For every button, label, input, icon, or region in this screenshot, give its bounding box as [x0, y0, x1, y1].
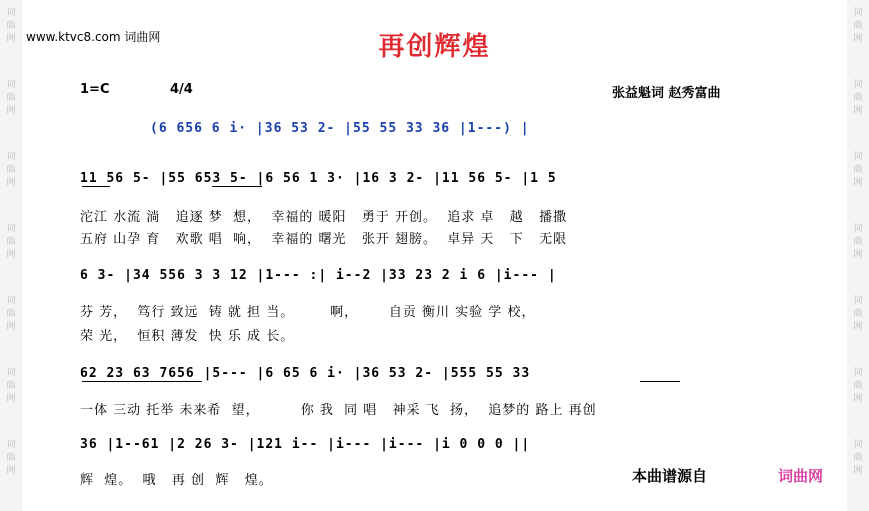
- key-signature: 1=C: [80, 82, 110, 97]
- song-title: 再创辉煌: [378, 32, 491, 62]
- watermark-glyph: 曲: [6, 381, 16, 391]
- watermark-glyph: 词: [6, 8, 16, 18]
- watermark-glyph: 词: [6, 368, 16, 378]
- watermark-glyph: 网: [853, 394, 863, 404]
- notation-line-1: 11 56 5- |55 653 5- |6 56 1 3· |16 3 2- |11 56 5- |1 5: [80, 171, 557, 186]
- watermark-glyph: 词: [853, 296, 863, 306]
- watermark-glyph: 网: [6, 322, 16, 332]
- watermark-glyph: 网: [853, 34, 863, 44]
- intro-notation: (6 656 6 i· |36 53 2- |55 55 33 36 |1---) |: [150, 121, 530, 136]
- lyrics-line-2-verse-2: 荣 光， 恒积 薄发 快 乐 成 长。: [80, 329, 295, 344]
- lyrics-line-1-verse-2: 五府 山孕 育 欢歌 唱 响， 幸福的 曙光 张开 翅膀。 卓异 天 下 无限: [80, 232, 568, 247]
- watermark-glyph: 词: [6, 296, 16, 306]
- right-watermark-strip: [847, 0, 869, 511]
- site-url: www.ktvc8.com 词曲网: [26, 30, 161, 44]
- source-label: 本曲谱源自: [632, 467, 708, 485]
- notation-line-2: 6 3- |34 556 3 3 12 |1--- :| i--2 |33 23 2 i 6 |i--- |: [80, 268, 557, 283]
- watermark-glyph: 网: [853, 322, 863, 332]
- watermark-glyph: 词: [853, 224, 863, 234]
- beam-line: [82, 186, 110, 187]
- watermark-glyph: 曲: [853, 381, 863, 391]
- watermark-glyph: 网: [6, 250, 16, 260]
- watermark-glyph: 词: [6, 224, 16, 234]
- watermark-glyph: 词: [6, 440, 16, 450]
- beam-line: [82, 381, 202, 382]
- notation-line-3: 62 23 63 7656 |5--- |6 65 6 i· |36 53 2- |555 55 33: [80, 366, 531, 381]
- time-signature: 4/4: [170, 82, 193, 97]
- watermark-glyph: 词: [6, 152, 16, 162]
- song-credits: 张益魁词 赵秀富曲: [612, 86, 721, 101]
- lyrics-line-4: 辉 煌。 哦 再 创 辉 煌。: [80, 473, 273, 488]
- lyrics-line-2-verse-1: 芬 芳， 笃行 致远 铸 就 担 当。 啊， 自贡 衡川 实验 学 校，: [80, 305, 536, 320]
- watermark-glyph: 网: [6, 466, 16, 476]
- watermark-glyph: 词: [853, 80, 863, 90]
- watermark-glyph: 网: [6, 106, 16, 116]
- watermark-glyph: 曲: [6, 21, 16, 31]
- watermark-glyph: 词: [853, 368, 863, 378]
- lyrics-line-3: 一体 三动 托举 未来希 望， 你 我 同 唱 神采 飞 扬， 追梦的 路上 再创: [80, 403, 597, 418]
- left-watermark-strip: [0, 0, 22, 511]
- watermark-glyph: 词: [853, 152, 863, 162]
- watermark-glyph: 曲: [6, 165, 16, 175]
- watermark-glyph: 网: [853, 178, 863, 188]
- watermark-glyph: 网: [6, 34, 16, 44]
- watermark-glyph: 曲: [853, 165, 863, 175]
- watermark-glyph: 曲: [6, 93, 16, 103]
- watermark-glyph: 曲: [853, 237, 863, 247]
- watermark-glyph: 曲: [6, 237, 16, 247]
- watermark-glyph: 曲: [853, 309, 863, 319]
- lyrics-line-1-verse-1: 沱江 水流 淌 追逐 梦 想， 幸福的 暖阳 勇于 开创。 追求 卓 越 播撒: [80, 210, 568, 225]
- watermark-glyph: 曲: [6, 453, 16, 463]
- beam-line: [212, 186, 262, 187]
- beam-line: [640, 381, 680, 382]
- watermark-glyph: 网: [853, 466, 863, 476]
- watermark-glyph: 词: [853, 8, 863, 18]
- watermark-glyph: 网: [6, 394, 16, 404]
- watermark-glyph: 曲: [853, 21, 863, 31]
- watermark-glyph: 曲: [853, 93, 863, 103]
- watermark-glyph: 曲: [6, 309, 16, 319]
- watermark-glyph: 词: [853, 440, 863, 450]
- source-site-link[interactable]: 词曲网: [778, 467, 824, 485]
- watermark-glyph: 词: [6, 80, 16, 90]
- notation-line-4: 36 |1--61 |2 26 3- |121 i-- |i--- |i--- |i 0 0 0 ||: [80, 437, 531, 452]
- watermark-glyph: 网: [6, 178, 16, 188]
- watermark-glyph: 网: [853, 106, 863, 116]
- watermark-glyph: 网: [853, 250, 863, 260]
- watermark-glyph: 曲: [853, 453, 863, 463]
